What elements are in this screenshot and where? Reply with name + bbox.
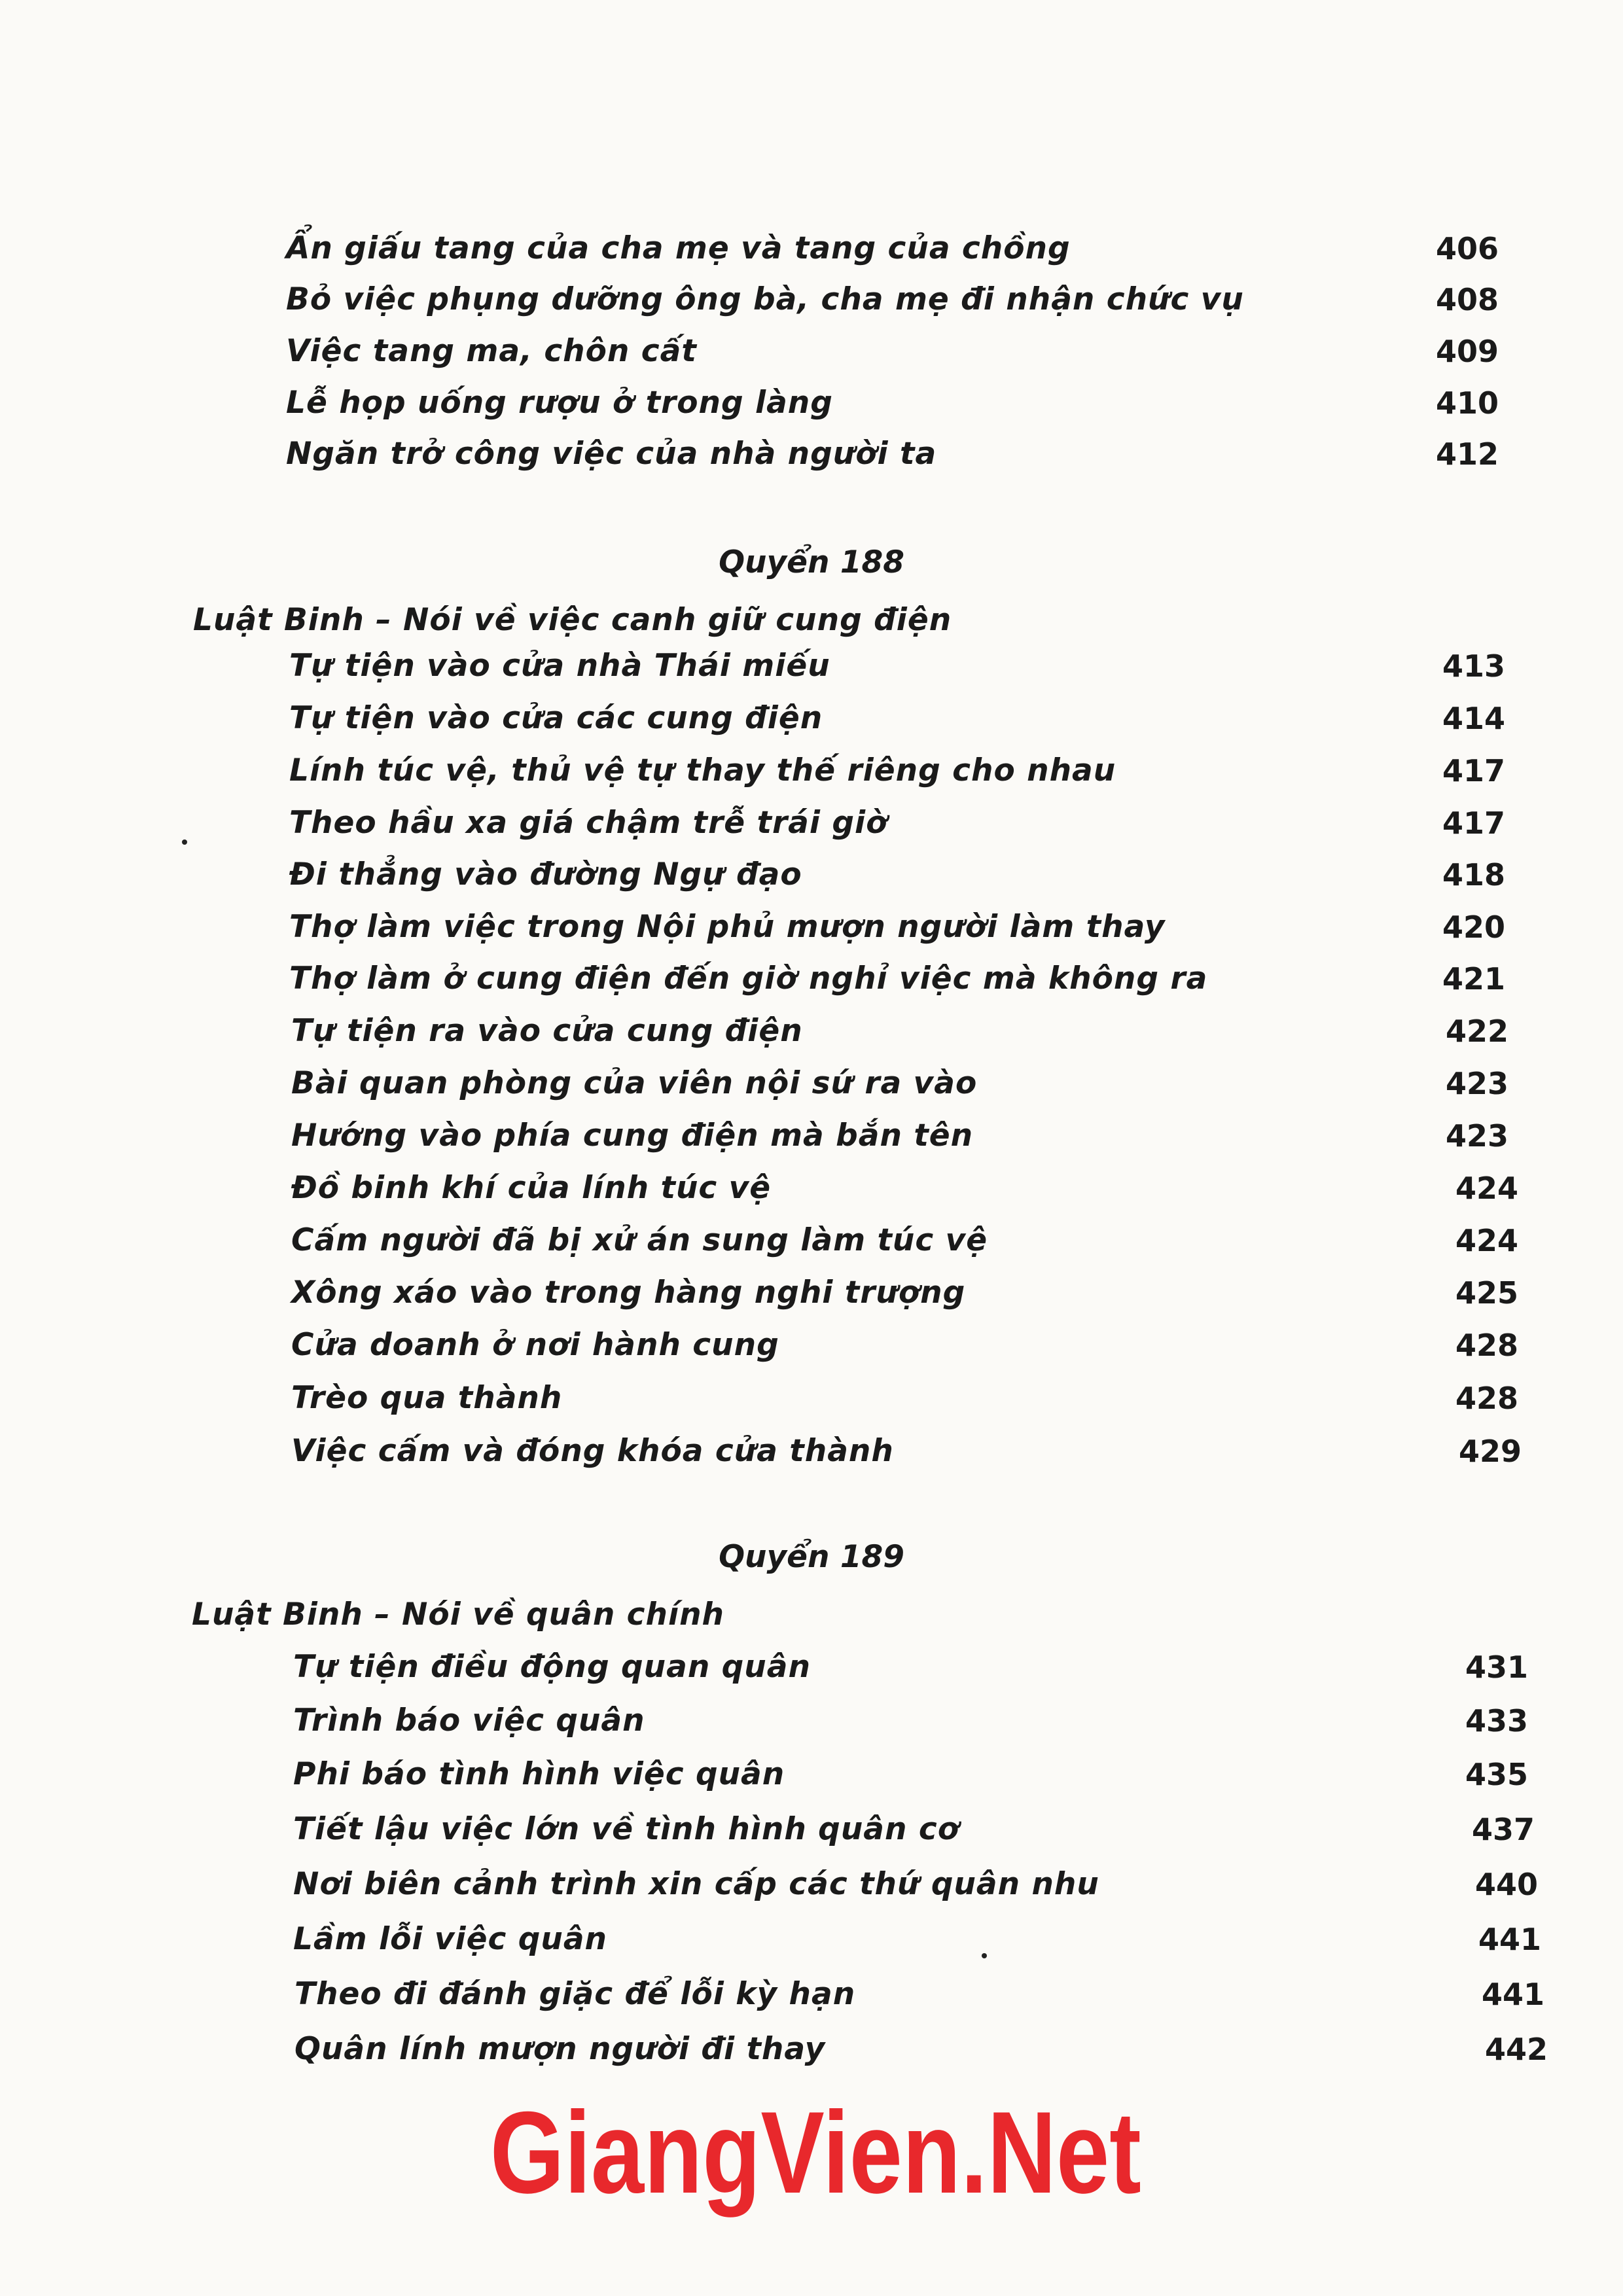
entry-title: Thợ làm việc trong Nội phủ mượn người làm thay (289, 909, 1166, 945)
entry-title: Tự tiện vào cửa các cung điện (289, 700, 823, 736)
entry-page: 408 (1435, 282, 1499, 317)
entry-page: 440 (1474, 1867, 1538, 1902)
entry-page: 424 (1455, 1171, 1518, 1206)
toc-entry (0, 1110, 1623, 1162)
toc-entry (0, 1858, 1623, 1911)
toc-entry (0, 692, 1623, 745)
entry-title: Hướng vào phía cung điện mà bắn tên (291, 1118, 974, 1154)
toc-entry (0, 274, 1623, 326)
toc-entry (0, 1913, 1623, 1966)
volume-heading: Quyển 188 (719, 544, 904, 580)
toc-entry (0, 1267, 1623, 1319)
entry-page: 441 (1481, 1977, 1544, 2012)
entry-title: Tự tiện điều động quan quân (293, 1649, 811, 1685)
entry-title: Lầm lỗi việc quân (293, 1921, 608, 1957)
entry-page: 417 (1442, 753, 1505, 788)
entry-title: Tự tiện ra vào cửa cung điện (291, 1013, 803, 1049)
toc-entry (0, 222, 1623, 275)
entry-title: Cửa doanh ở nơi hành cung (291, 1327, 779, 1363)
toc-entry (0, 1425, 1623, 1477)
entry-page: 409 (1435, 334, 1499, 369)
toc-entry (0, 1641, 1623, 1693)
entry-title: Đồ binh khí của lính túc vệ (291, 1170, 772, 1206)
entry-page: 406 (1435, 231, 1499, 266)
entry-page: 420 (1442, 910, 1505, 945)
entry-title: Trèo qua thành (291, 1380, 563, 1416)
entry-title: Lính túc vệ, thủ vệ tự thay thế riêng cho nhau (289, 752, 1116, 788)
ink-speck (182, 839, 187, 845)
toc-entry (0, 1748, 1623, 1801)
entry-page: 437 (1471, 1812, 1535, 1847)
toc-entry (0, 953, 1623, 1005)
entry-title: Trình báo việc quân (293, 1703, 645, 1739)
entry-page: 425 (1455, 1275, 1518, 1311)
section-heading: Luật Binh – Nói về quân chính (192, 1597, 725, 1633)
entry-title: Bỏ việc phụng dưỡng ông bà, cha mẹ đi nhận chức vụ (286, 281, 1244, 317)
toc-entry (0, 901, 1623, 953)
entry-page: 410 (1435, 385, 1499, 421)
entry-page: 442 (1484, 2032, 1548, 2067)
toc-entry (0, 2023, 1623, 2075)
toc-entry (0, 797, 1623, 849)
toc-entry (0, 1214, 1623, 1267)
entry-title: Thợ làm ở cung điện đến giờ nghỉ việc mà không ra (289, 961, 1208, 997)
entry-title: Quân lính mượn người đi thay (294, 2031, 826, 2067)
section-heading: Luật Binh – Nói về việc canh giữ cung điện (193, 602, 952, 638)
entry-title: Theo hầu xa giá chậm trễ trái giờ (289, 805, 888, 841)
entry-title: Tự tiện vào cửa nhà Thái miếu (289, 648, 830, 684)
entry-title: Nơi biên cảnh trình xin cấp các thứ quân nhu (293, 1866, 1099, 1902)
entry-page: 414 (1442, 701, 1505, 736)
entry-page: 428 (1455, 1328, 1518, 1363)
toc-entry (0, 849, 1623, 901)
toc-entry (0, 1005, 1623, 1057)
entry-title: Ẩn giấu tang của cha mẹ và tang của chồng (286, 230, 1071, 266)
entry-page: 431 (1465, 1650, 1528, 1685)
entry-title: Xông xáo vào trong hàng nghi trượng (291, 1275, 966, 1311)
entry-page: 424 (1455, 1223, 1518, 1258)
entry-page: 428 (1455, 1381, 1518, 1416)
entry-title: Ngăn trở công việc của nhà người ta (286, 436, 937, 472)
entry-page: 413 (1442, 648, 1505, 684)
entry-page: 435 (1465, 1757, 1528, 1792)
entry-page: 418 (1442, 857, 1505, 892)
toc-entry (0, 1372, 1623, 1424)
entry-title: Phi báo tình hình việc quân (293, 1756, 785, 1792)
entry-page: 441 (1478, 1922, 1541, 1957)
watermark-text: GiangVien.Net (490, 2087, 1141, 2217)
volume-heading: Quyển 189 (719, 1539, 904, 1575)
toc-entry (0, 1803, 1623, 1856)
toc-entry (0, 325, 1623, 378)
toc-entry (0, 1695, 1623, 1747)
entry-page: 423 (1445, 1118, 1508, 1154)
entry-title: Việc tang ma, chôn cất (286, 333, 697, 369)
entry-page: 417 (1442, 805, 1505, 841)
toc-entry (0, 640, 1623, 692)
entry-page: 412 (1435, 436, 1499, 472)
entry-title: Đi thẳng vào đường Ngự đạo (289, 857, 802, 892)
toc-entry (0, 377, 1623, 429)
entry-title: Bài quan phòng của viên nội sứ ra vào (291, 1065, 978, 1101)
toc-entry (0, 428, 1623, 480)
entry-page: 421 (1442, 961, 1505, 997)
toc-entry (0, 1968, 1623, 2021)
toc-entry (0, 745, 1623, 797)
entry-title: Tiết lậu việc lớn về tình hình quân cơ (293, 1811, 959, 1847)
entry-page: 422 (1445, 1014, 1508, 1049)
entry-title: Cấm người đã bị xử án sung làm túc vệ (291, 1222, 988, 1258)
toc-entry (0, 1162, 1623, 1214)
toc-entry (0, 1319, 1623, 1371)
entry-page: 429 (1458, 1434, 1522, 1469)
entry-title: Việc cấm và đóng khóa cửa thành (291, 1433, 894, 1469)
entry-title: Theo đi đánh giặc để lỗi kỳ hạn (294, 1976, 856, 2012)
entry-page: 433 (1465, 1703, 1528, 1739)
toc-entry (0, 1057, 1623, 1110)
entry-page: 423 (1445, 1066, 1508, 1101)
ink-speck (982, 1953, 987, 1958)
entry-title: Lễ họp uống rượu ở trong làng (286, 385, 833, 421)
